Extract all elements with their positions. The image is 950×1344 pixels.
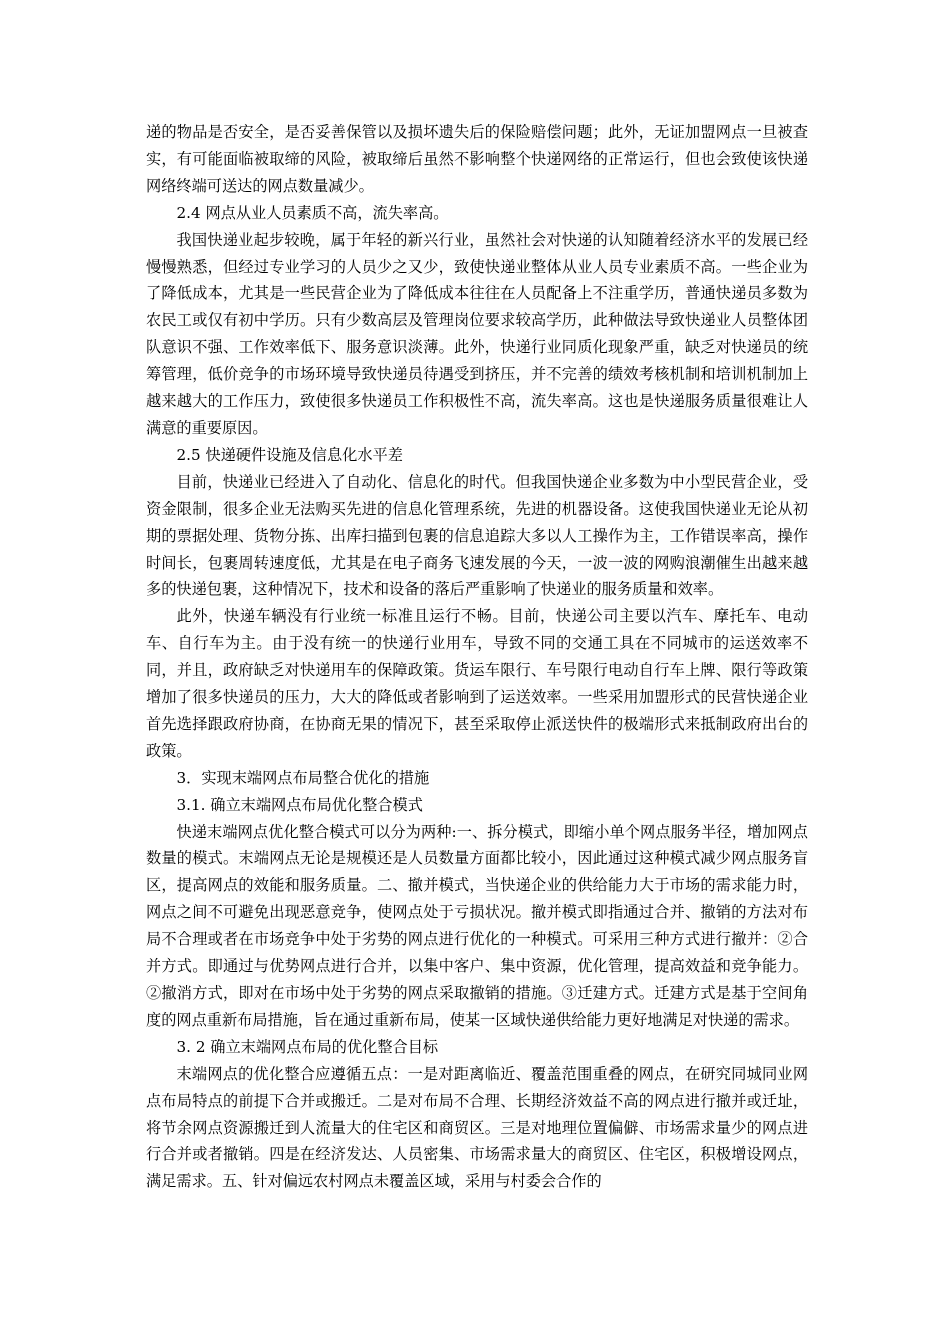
body-paragraph: 快递末端网点优化整合模式可以分为两种:一、拆分模式，即缩小单个网点服务半径，增加网点数量的模式。末端网点无论是规模还是人员数量方面都比较小，因此通过这种模式减少网点服务盲区，提高网点的效能和服务质量。二、撤并模式，当快递企业的供给能力大于市场的需求能力时，网点之间不可避免出现恶意竞争，使网点处于亏损状况。撤并模式即指通过合并、撤销的方法对布局不合理或者在市场竞争中处于劣势的网点进行优化的一种模式。可采用三种方式进行撤并：②合并方式。即通过与优势网点进行合并，以集中客户、集中资源，优化管理，提高效益和竞争能力。②撤消方式，即对在市场中处于劣势的网点采取撤销的措施。③迁建方式。迁建方式是基于空间角度的网点重新布局措施，旨在通过重新布局，使某一区域快递供给能力更好地满足对快递的需求。 (146, 822, 808, 1029)
body-paragraph: 目前，快递业已经进入了自动化、信息化的时代。但我国快递企业多数为中小型民营企业，受资金限制，很多企业无法购买先进的信息化管理系统，先进的机器设备。这使我国快递业无论从初期的票据处理、货物分拣、出库扫描到包裹的信息追踪大多以人工操作为主，工作错误率高，操作时间长，包裹周转速度低，尤其是在电子商务飞速发展的今天，一波一波的网购浪潮催生出越来越多的快递包裹，这种情况下，技术和设备的落后严重影响了快递业的服务质量和效率。 (146, 472, 808, 599)
body-paragraph: 末端网点的优化整合应遵循五点：一是对距离临近、覆盖范围重叠的网点，在研究同城同业网点布局特点的前提下合并或搬迁。二是对布局不合理、长期经济效益不高的网点进行撤并或迁址，将节余网点资源搬迁到人流量大的住宅区和商贸区。三是对地理位置偏僻、市场需求量少的网点进行合并或者撤销。四是在经济发达、人员密集、市场需求量大的商贸区、住宅区，积极增设网点，满足需求。五、针对偏远农村网点未覆盖区域，采用与村委会合作的 (146, 1064, 808, 1191)
paragraph-continuation: 递的物品是否安全，是否妥善保管以及损坏遗失后的保险赔偿问题；此外，无证加盟网点一旦被查实，有可能面临被取缔的风险，被取缔后虽然不影响整个快递网络的正常运行，但也会致使该快递网络终端可送达的网点数量减少。 (146, 123, 808, 195)
section-heading-2-5: 2.5 快递硬件设施及信息化水平差 (176, 445, 403, 464)
body-paragraph: 我国快递业起步较晚，属于年轻的新兴行业，虽然社会对快递的认知随着经济水平的发展已经慢慢熟悉，但经过专业学习的人员少之又少，致使快递业整体从业人员专业素质不高。一些企业为了降低成本，尤其是一些民营企业为了降低成本往往在人员配备上不注重学历，普通快递员多数为农民工或仅有初中学历。只有少数高层及管理岗位要求较高学历，此种做法导致快递业人员整体团队意识不强、工作效率低下、服务意识淡薄。此外，快递行业同质化现象严重，缺乏对快递员的统筹管理，低价竞争的市场环境导致快递员待遇受到挤压，并不完善的绩效考核机制和培训机制加上越来越大的工作压力，致使很多快递员工作积极性不高，流失率高。这也是快递服务质量很难让人满意的重要原因。 (146, 230, 808, 437)
section-heading-2-4: 2.4 网点从业人员素质不高，流失率高。 (176, 203, 449, 222)
section-heading-3: 3．实现末端网点布局整合优化的措施 (176, 768, 430, 787)
body-paragraph: 此外，快递车辆没有行业统一标准且运行不畅。目前，快递公司主要以汽车、摩托车、电动车、自行车为主。由于没有统一的快递行业用车，导致不同的交通工具在不同城市的运送效率不同，并且，政府缺乏对快递用车的保障政策。货运车限行、车号限行电动自行车上牌、限行等政策增加了很多快递员的压力，大大的降低或者影响到了运送效率。一些采用加盟形式的民营快递企业首先选择跟政府协商，在协商无果的情况下，甚至采取停止派送快件的极端形式来抵制政府出台的政策。 (146, 607, 808, 760)
section-heading-3-1: 3.1. 确立末端网点布局优化整合模式 (176, 795, 423, 814)
section-heading-3-2: 3. 2 确立末端网点布局的优化整合目标 (176, 1037, 439, 1056)
document-page (146, 119, 808, 1195)
